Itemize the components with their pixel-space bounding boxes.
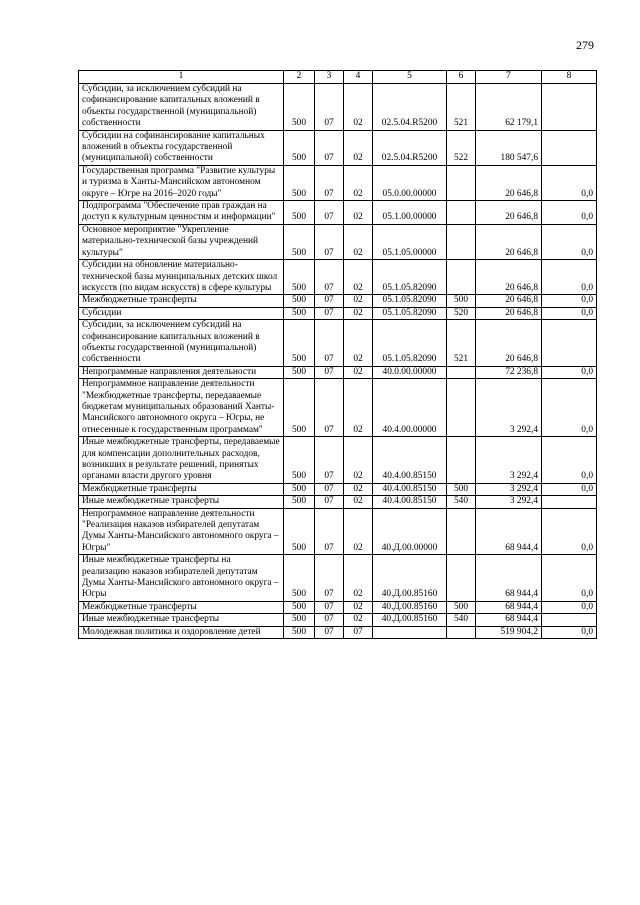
section-cell: 07 bbox=[315, 366, 344, 378]
subsection-cell: 02 bbox=[344, 295, 373, 307]
code-cell: 500 bbox=[284, 201, 315, 225]
table-row bbox=[79, 483, 597, 495]
row-name-cell: Иные межбюджетные трансферты bbox=[79, 496, 284, 508]
code-cell: 500 bbox=[284, 379, 315, 437]
section-cell: 07 bbox=[315, 307, 344, 319]
target-article-cell: 02.5.04.R5200 bbox=[373, 130, 447, 165]
target-article-cell: 40.Д.00.85160 bbox=[373, 555, 447, 602]
code-cell: 500 bbox=[284, 165, 315, 200]
extra-amount-cell: 0,0 bbox=[542, 201, 597, 225]
section-cell: 07 bbox=[315, 165, 344, 200]
expense-type-cell bbox=[447, 379, 476, 437]
row-name-cell: Межбюджетные трансферты bbox=[79, 483, 284, 495]
section-cell: 07 bbox=[315, 260, 344, 295]
amount-cell: 68 944,4 bbox=[476, 601, 542, 613]
subsection-cell: 07 bbox=[344, 626, 373, 638]
target-article-cell: 40.4.00.85150 bbox=[373, 437, 447, 484]
subsection-cell: 02 bbox=[344, 601, 373, 613]
target-article-cell: 40.4.00.85150 bbox=[373, 483, 447, 495]
expense-type-cell: 520 bbox=[447, 307, 476, 319]
row-name-cell: Непрограммное направление деятельности "Межбюджетные трансферты, передаваемые бюджетам муниципальных образований Ханты-Мансийского автономного округа – Югры, не отнесенные к государственным программам" bbox=[79, 379, 284, 437]
code-cell: 500 bbox=[284, 601, 315, 613]
extra-amount-cell bbox=[542, 320, 597, 367]
extra-amount-cell: 0,0 bbox=[542, 307, 597, 319]
row-name-cell: Подпрограмма "Обеспечение прав граждан на доступ к культурным ценностям и информации" bbox=[79, 201, 284, 225]
row-name-cell: Основное мероприятие "Укрепление материально-технической базы учреждений культуры" bbox=[79, 224, 284, 259]
target-article-cell bbox=[373, 626, 447, 638]
code-cell: 500 bbox=[284, 366, 315, 378]
amount-cell: 3 292,4 bbox=[476, 496, 542, 508]
section-cell: 07 bbox=[315, 437, 344, 484]
column-header: 2 bbox=[284, 71, 315, 84]
expense-type-cell bbox=[447, 224, 476, 259]
row-name-cell: Иные межбюджетные трансферты на реализацию наказов избирателей депутатам Думы Ханты-Мансийского автономного округа – Югры bbox=[79, 555, 284, 602]
subsection-cell: 02 bbox=[344, 320, 373, 367]
row-name-cell: Субсидии на софинансирование капитальных вложений в объекты государственной (муниципальной) собственности bbox=[79, 130, 284, 165]
row-name-cell: Иные межбюджетные трансферты bbox=[79, 614, 284, 626]
expense-type-cell: 500 bbox=[447, 295, 476, 307]
target-article-cell: 40.Д.00.85160 bbox=[373, 614, 447, 626]
extra-amount-cell bbox=[542, 84, 597, 131]
subsection-cell: 02 bbox=[344, 483, 373, 495]
table-row bbox=[79, 601, 597, 613]
subsection-cell: 02 bbox=[344, 165, 373, 200]
amount-cell: 180 547,6 bbox=[476, 130, 542, 165]
amount-cell: 68 944,4 bbox=[476, 508, 542, 555]
code-cell: 500 bbox=[284, 555, 315, 602]
table-row bbox=[79, 165, 597, 200]
section-cell: 07 bbox=[315, 496, 344, 508]
row-name-cell: Субсидии bbox=[79, 307, 284, 319]
target-article-cell: 40.0.00.00000 bbox=[373, 366, 447, 378]
section-cell: 07 bbox=[315, 555, 344, 602]
extra-amount-cell: 0,0 bbox=[542, 224, 597, 259]
expense-type-cell bbox=[447, 626, 476, 638]
amount-cell: 3 292,4 bbox=[476, 379, 542, 437]
row-name-cell: Субсидии на обновление материально-технической базы муниципальных детских школ искусств (по видам искусств) в сфере культуры bbox=[79, 260, 284, 295]
amount-cell: 519 904,2 bbox=[476, 626, 542, 638]
code-cell: 500 bbox=[284, 295, 315, 307]
table-row bbox=[79, 224, 597, 259]
code-cell: 500 bbox=[284, 260, 315, 295]
table-row bbox=[79, 366, 597, 378]
expense-type-cell bbox=[447, 555, 476, 602]
row-name-cell: Непрограммные направления деятельности bbox=[79, 366, 284, 378]
amount-cell: 20 646,8 bbox=[476, 295, 542, 307]
amount-cell: 20 646,8 bbox=[476, 165, 542, 200]
budget-table bbox=[78, 70, 597, 639]
code-cell: 500 bbox=[284, 437, 315, 484]
extra-amount-cell: 0,0 bbox=[542, 260, 597, 295]
row-name-cell: Молодежная политика и оздоровление детей bbox=[79, 626, 284, 638]
extra-amount-cell: 0,0 bbox=[542, 483, 597, 495]
expense-type-cell: 500 bbox=[447, 483, 476, 495]
expense-type-cell: 522 bbox=[447, 130, 476, 165]
subsection-cell: 02 bbox=[344, 84, 373, 131]
extra-amount-cell: 0,0 bbox=[542, 626, 597, 638]
target-article-cell: 05.1.00.00000 bbox=[373, 201, 447, 225]
expense-type-cell: 540 bbox=[447, 496, 476, 508]
section-cell: 07 bbox=[315, 626, 344, 638]
code-cell: 500 bbox=[284, 626, 315, 638]
amount-cell: 20 646,8 bbox=[476, 260, 542, 295]
section-cell: 07 bbox=[315, 614, 344, 626]
extra-amount-cell bbox=[542, 130, 597, 165]
row-name-cell: Непрограммное направление деятельности "Реализация наказов избирателей депутатам Думы Ханты-Мансийского автономного округа – Югры" bbox=[79, 508, 284, 555]
extra-amount-cell: 0,0 bbox=[542, 508, 597, 555]
table-row bbox=[79, 130, 597, 165]
subsection-cell: 02 bbox=[344, 201, 373, 225]
subsection-cell: 02 bbox=[344, 130, 373, 165]
table-row bbox=[79, 201, 597, 225]
section-cell: 07 bbox=[315, 295, 344, 307]
target-article-cell: 05.1.05.00000 bbox=[373, 224, 447, 259]
table-row bbox=[79, 508, 597, 555]
code-cell: 500 bbox=[284, 496, 315, 508]
section-cell: 07 bbox=[315, 84, 344, 131]
amount-cell: 20 646,8 bbox=[476, 320, 542, 367]
section-cell: 07 bbox=[315, 379, 344, 437]
amount-cell: 3 292,4 bbox=[476, 437, 542, 484]
table-row bbox=[79, 295, 597, 307]
page-number: 279 bbox=[576, 38, 594, 52]
amount-cell: 20 646,8 bbox=[476, 307, 542, 319]
amount-cell: 62 179,1 bbox=[476, 84, 542, 131]
amount-cell: 68 944,4 bbox=[476, 614, 542, 626]
target-article-cell: 40.4.00.00000 bbox=[373, 379, 447, 437]
target-article-cell: 05.1.05.82090 bbox=[373, 320, 447, 367]
expense-type-cell bbox=[447, 508, 476, 555]
subsection-cell: 02 bbox=[344, 508, 373, 555]
expense-type-cell: 540 bbox=[447, 614, 476, 626]
table-row bbox=[79, 496, 597, 508]
table-row bbox=[79, 555, 597, 602]
amount-cell: 3 292,4 bbox=[476, 483, 542, 495]
row-name-cell: Иные межбюджетные трансферты, передаваемые для компенсации дополнительных расходов, возникших в результате решений, принятых органами власти другого уровня bbox=[79, 437, 284, 484]
extra-amount-cell: 0,0 bbox=[542, 165, 597, 200]
section-cell: 07 bbox=[315, 224, 344, 259]
code-cell: 500 bbox=[284, 224, 315, 259]
section-cell: 07 bbox=[315, 601, 344, 613]
table-row bbox=[79, 379, 597, 437]
code-cell: 500 bbox=[284, 84, 315, 131]
table-row bbox=[79, 437, 597, 484]
target-article-cell: 40.Д.00.00000 bbox=[373, 508, 447, 555]
column-header: 4 bbox=[344, 71, 373, 84]
target-article-cell: 40.Д.00.85160 bbox=[373, 601, 447, 613]
subsection-cell: 02 bbox=[344, 366, 373, 378]
target-article-cell: 05.1.05.82090 bbox=[373, 295, 447, 307]
row-name-cell: Субсидии, за исключением субсидий на софинансирование капитальных вложений в объекты государственной (муниципальной) собственности bbox=[79, 84, 284, 131]
expense-type-cell: 521 bbox=[447, 84, 476, 131]
amount-cell: 20 646,8 bbox=[476, 224, 542, 259]
table-row bbox=[79, 626, 597, 638]
extra-amount-cell: 0,0 bbox=[542, 601, 597, 613]
row-name-cell: Межбюджетные трансферты bbox=[79, 295, 284, 307]
target-article-cell: 40.4.00.85150 bbox=[373, 496, 447, 508]
expense-type-cell: 521 bbox=[447, 320, 476, 367]
code-cell: 500 bbox=[284, 130, 315, 165]
amount-cell: 68 944,4 bbox=[476, 555, 542, 602]
subsection-cell: 02 bbox=[344, 614, 373, 626]
amount-cell: 20 646,8 bbox=[476, 201, 542, 225]
section-cell: 07 bbox=[315, 483, 344, 495]
table-row bbox=[79, 84, 597, 131]
column-header: 1 bbox=[79, 71, 284, 84]
extra-amount-cell: 0,0 bbox=[542, 437, 597, 484]
extra-amount-cell: 0,0 bbox=[542, 295, 597, 307]
section-cell: 07 bbox=[315, 320, 344, 367]
code-cell: 500 bbox=[284, 614, 315, 626]
column-header: 3 bbox=[315, 71, 344, 84]
expense-type-cell bbox=[447, 260, 476, 295]
row-name-cell: Государственная программа "Развитие культуры и туризма в Ханты-Мансийском автономном округе – Югре на 2016–2020 годы" bbox=[79, 165, 284, 200]
subsection-cell: 02 bbox=[344, 260, 373, 295]
table-row bbox=[79, 307, 597, 319]
column-header: 8 bbox=[542, 71, 597, 84]
subsection-cell: 02 bbox=[344, 224, 373, 259]
section-cell: 07 bbox=[315, 508, 344, 555]
subsection-cell: 02 bbox=[344, 379, 373, 437]
extra-amount-cell bbox=[542, 496, 597, 508]
code-cell: 500 bbox=[284, 320, 315, 367]
expense-type-cell bbox=[447, 165, 476, 200]
code-cell: 500 bbox=[284, 508, 315, 555]
subsection-cell: 02 bbox=[344, 496, 373, 508]
extra-amount-cell: 0,0 bbox=[542, 366, 597, 378]
subsection-cell: 02 bbox=[344, 555, 373, 602]
subsection-cell: 02 bbox=[344, 437, 373, 484]
table-header-row bbox=[79, 71, 597, 84]
row-name-cell: Субсидии, за исключением субсидий на софинансирование капитальных вложений в объекты государственной (муниципальной) собственности bbox=[79, 320, 284, 367]
expense-type-cell bbox=[447, 437, 476, 484]
expense-type-cell bbox=[447, 366, 476, 378]
amount-cell: 72 236,8 bbox=[476, 366, 542, 378]
column-header: 7 bbox=[476, 71, 542, 84]
target-article-cell: 05.1.05.82090 bbox=[373, 307, 447, 319]
section-cell: 07 bbox=[315, 130, 344, 165]
code-cell: 500 bbox=[284, 483, 315, 495]
target-article-cell: 05.1.05.82090 bbox=[373, 260, 447, 295]
extra-amount-cell bbox=[542, 614, 597, 626]
target-article-cell: 02.5.04.R5200 bbox=[373, 84, 447, 131]
expense-type-cell bbox=[447, 201, 476, 225]
table-row bbox=[79, 260, 597, 295]
column-header: 5 bbox=[373, 71, 447, 84]
extra-amount-cell: 0,0 bbox=[542, 379, 597, 437]
row-name-cell: Межбюджетные трансферты bbox=[79, 601, 284, 613]
code-cell: 500 bbox=[284, 307, 315, 319]
expense-type-cell: 500 bbox=[447, 601, 476, 613]
target-article-cell: 05.0.00.00000 bbox=[373, 165, 447, 200]
section-cell: 07 bbox=[315, 201, 344, 225]
table-row bbox=[79, 614, 597, 626]
table-row bbox=[79, 320, 597, 367]
column-header: 6 bbox=[447, 71, 476, 84]
extra-amount-cell: 0,0 bbox=[542, 555, 597, 602]
subsection-cell: 02 bbox=[344, 307, 373, 319]
